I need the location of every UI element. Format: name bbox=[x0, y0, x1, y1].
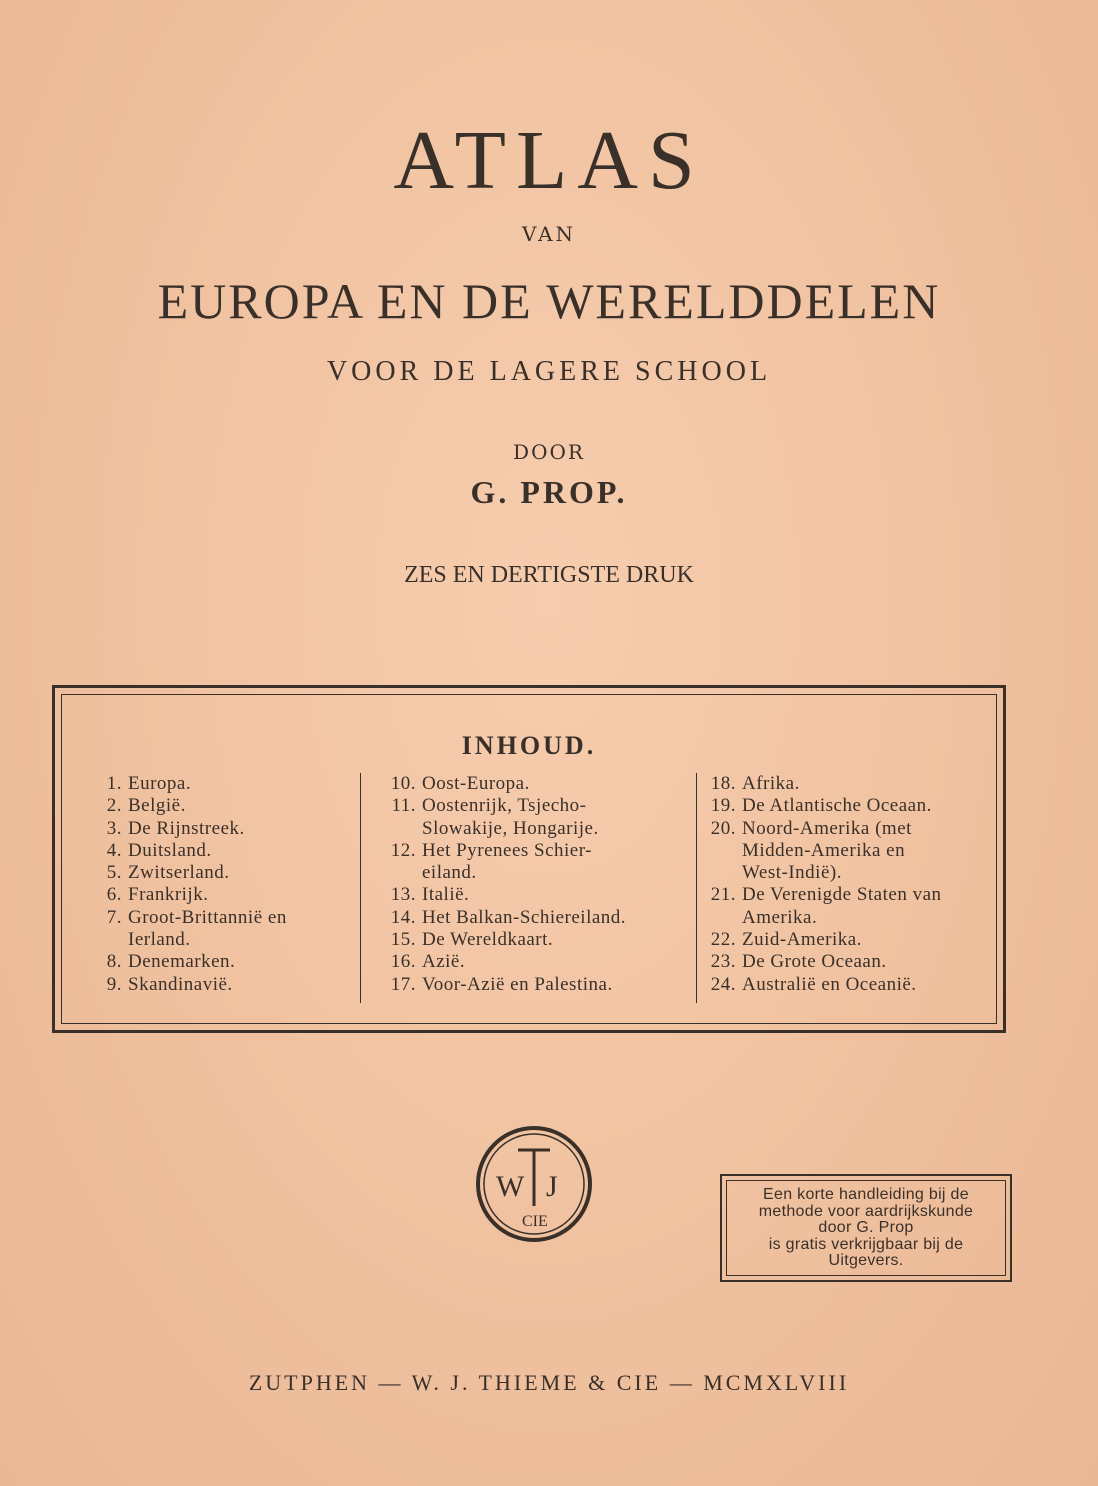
notice-line: methode voor aardrijkskunde bbox=[758, 1202, 974, 1220]
entry-title: Zuid-Amerika. bbox=[742, 929, 862, 951]
contents-entry bbox=[702, 951, 992, 973]
entry-number: 19. bbox=[710, 795, 736, 817]
contents-entry bbox=[92, 929, 362, 951]
subtitle: EUROPA EN DE WERELDDELEN bbox=[157, 273, 941, 329]
entry-number: 4. bbox=[106, 839, 122, 861]
contents-entry bbox=[382, 884, 672, 906]
notice-line: Uitgevers. bbox=[828, 1252, 904, 1269]
entry-title: eiland. bbox=[422, 862, 477, 884]
entry-number: 9. bbox=[106, 973, 122, 995]
contents-entry bbox=[382, 974, 672, 996]
contents-heading: INHOUD. bbox=[461, 731, 597, 760]
entry-number: 5. bbox=[106, 862, 122, 884]
contents-entry bbox=[382, 862, 672, 884]
title-connector: VAN bbox=[521, 222, 577, 246]
entry-number: 22. bbox=[710, 929, 736, 951]
entry-number bbox=[382, 862, 422, 884]
entry-number: 21. bbox=[710, 884, 736, 906]
entry-title: Ierland. bbox=[128, 929, 191, 951]
contents-entry bbox=[702, 773, 992, 795]
entry-title: Het Balkan-Schiereiland. bbox=[422, 906, 627, 928]
entry-number: 13. bbox=[390, 884, 416, 906]
entry-title: De Rijnstreek. bbox=[128, 817, 245, 839]
page-title: ATLAS bbox=[393, 114, 705, 207]
entry-number: 8. bbox=[106, 951, 122, 973]
notice-box bbox=[720, 1174, 1012, 1282]
contents-entry bbox=[702, 884, 992, 906]
contents-column-2 bbox=[382, 773, 672, 996]
contents-box-inner bbox=[61, 694, 997, 1024]
entry-number: 23. bbox=[710, 951, 736, 973]
contents-entry bbox=[702, 862, 992, 884]
entry-number: 3. bbox=[106, 817, 122, 839]
entry-title: De Verenigde Staten van bbox=[742, 884, 942, 906]
entry-number: 2. bbox=[106, 795, 122, 817]
school-line: VOOR DE LAGERE SCHOOL bbox=[326, 356, 772, 387]
entry-title: De Wereldkaart. bbox=[422, 929, 554, 951]
entry-title: Denemarken. bbox=[128, 951, 236, 973]
entry-title: Skandinavië. bbox=[128, 973, 233, 995]
logo-letter-w: W bbox=[496, 1170, 525, 1203]
contents-column-3 bbox=[702, 773, 992, 996]
entry-number: 10. bbox=[390, 773, 416, 794]
contents-entry bbox=[382, 840, 672, 862]
contents-entry bbox=[702, 907, 992, 929]
entry-title: Het Pyrenees Schier- bbox=[422, 839, 593, 861]
entry-number bbox=[702, 907, 742, 929]
notice-text bbox=[726, 1180, 1006, 1276]
entry-number: 14. bbox=[390, 906, 416, 928]
entry-number: 18. bbox=[710, 773, 736, 794]
entry-title: Italië. bbox=[422, 884, 470, 906]
column-divider bbox=[696, 773, 697, 1003]
contents-entry bbox=[702, 818, 992, 840]
entry-number bbox=[92, 929, 128, 951]
contents-entry bbox=[702, 840, 992, 862]
logo-letter-j: J bbox=[546, 1170, 558, 1203]
entry-title: Zwitserland. bbox=[128, 862, 230, 884]
entry-title: West-Indië). bbox=[742, 862, 842, 884]
entry-title: Groot-Brittannië en bbox=[128, 906, 287, 928]
entry-title: Frankrijk. bbox=[128, 884, 209, 906]
contents-entry bbox=[382, 951, 672, 973]
entry-title: België. bbox=[128, 795, 186, 817]
contents-entry bbox=[92, 773, 362, 795]
contents-entry bbox=[382, 907, 672, 929]
entry-title: De Atlantische Oceaan. bbox=[742, 795, 932, 817]
by-line: DOOR bbox=[513, 440, 585, 464]
entry-number: 24. bbox=[710, 973, 736, 995]
contents-entry bbox=[382, 773, 672, 795]
entry-title: Azië. bbox=[422, 951, 466, 973]
entry-title: Voor-Azië en Palestina. bbox=[422, 973, 613, 995]
contents-entry bbox=[382, 929, 672, 951]
entry-number: 11. bbox=[391, 795, 416, 817]
contents-entry bbox=[382, 818, 672, 840]
entry-number: 6. bbox=[106, 884, 122, 906]
contents-entry bbox=[92, 862, 362, 884]
entry-number bbox=[702, 840, 742, 862]
entry-title: Australië en Oceanië. bbox=[742, 973, 917, 995]
contents-entry bbox=[92, 974, 362, 996]
publisher-logo bbox=[474, 1124, 594, 1244]
contents-entry bbox=[382, 795, 672, 817]
author-name: G. PROP. bbox=[470, 474, 628, 510]
contents-entry bbox=[92, 907, 362, 929]
entry-number: 7. bbox=[106, 906, 122, 928]
entry-number bbox=[702, 862, 742, 884]
contents-entry bbox=[702, 974, 992, 996]
entry-number: 16. bbox=[390, 951, 416, 973]
contents-box bbox=[52, 685, 1006, 1033]
entry-title: Midden-Amerika en bbox=[742, 839, 906, 861]
contents-entry bbox=[92, 840, 362, 862]
entry-title: Amerika. bbox=[742, 906, 818, 928]
notice-line: door G. Prop bbox=[818, 1219, 914, 1236]
entry-title: Duitsland. bbox=[128, 839, 212, 861]
entry-number: 20. bbox=[710, 817, 736, 839]
publisher-imprint: ZUTPHEN — W. J. THIEME & CIE — MCMXLVIII bbox=[248, 1370, 850, 1395]
contents-entry bbox=[702, 929, 992, 951]
entry-number bbox=[382, 818, 422, 840]
entry-number: 12. bbox=[390, 839, 416, 861]
contents-entry bbox=[702, 795, 992, 817]
entry-title: Oost-Europa. bbox=[422, 773, 530, 794]
entry-number: 17. bbox=[390, 973, 416, 995]
entry-number: 1. bbox=[106, 773, 122, 794]
entry-title: De Grote Oceaan. bbox=[742, 951, 887, 973]
notice-line: is gratis verkrijgbaar bij de bbox=[768, 1235, 964, 1253]
edition-line: ZES EN DERTIGSTE DRUK bbox=[404, 562, 694, 588]
contents-column-1 bbox=[92, 773, 362, 996]
entry-title: Noord-Amerika (met bbox=[742, 817, 912, 839]
entry-title: Oostenrijk, Tsjecho- bbox=[422, 795, 587, 817]
contents-entry bbox=[92, 884, 362, 906]
logo-letters-cie: CIE bbox=[522, 1213, 548, 1230]
entry-number: 15. bbox=[390, 929, 416, 951]
entry-title: Slowakije, Hongarije. bbox=[422, 817, 599, 839]
contents-entry bbox=[92, 795, 362, 817]
notice-line: Een korte handleiding bij de bbox=[763, 1186, 969, 1203]
entry-title: Europa. bbox=[128, 773, 192, 794]
contents-entry bbox=[92, 951, 362, 973]
contents-entry bbox=[92, 818, 362, 840]
entry-title: Afrika. bbox=[742, 773, 800, 794]
